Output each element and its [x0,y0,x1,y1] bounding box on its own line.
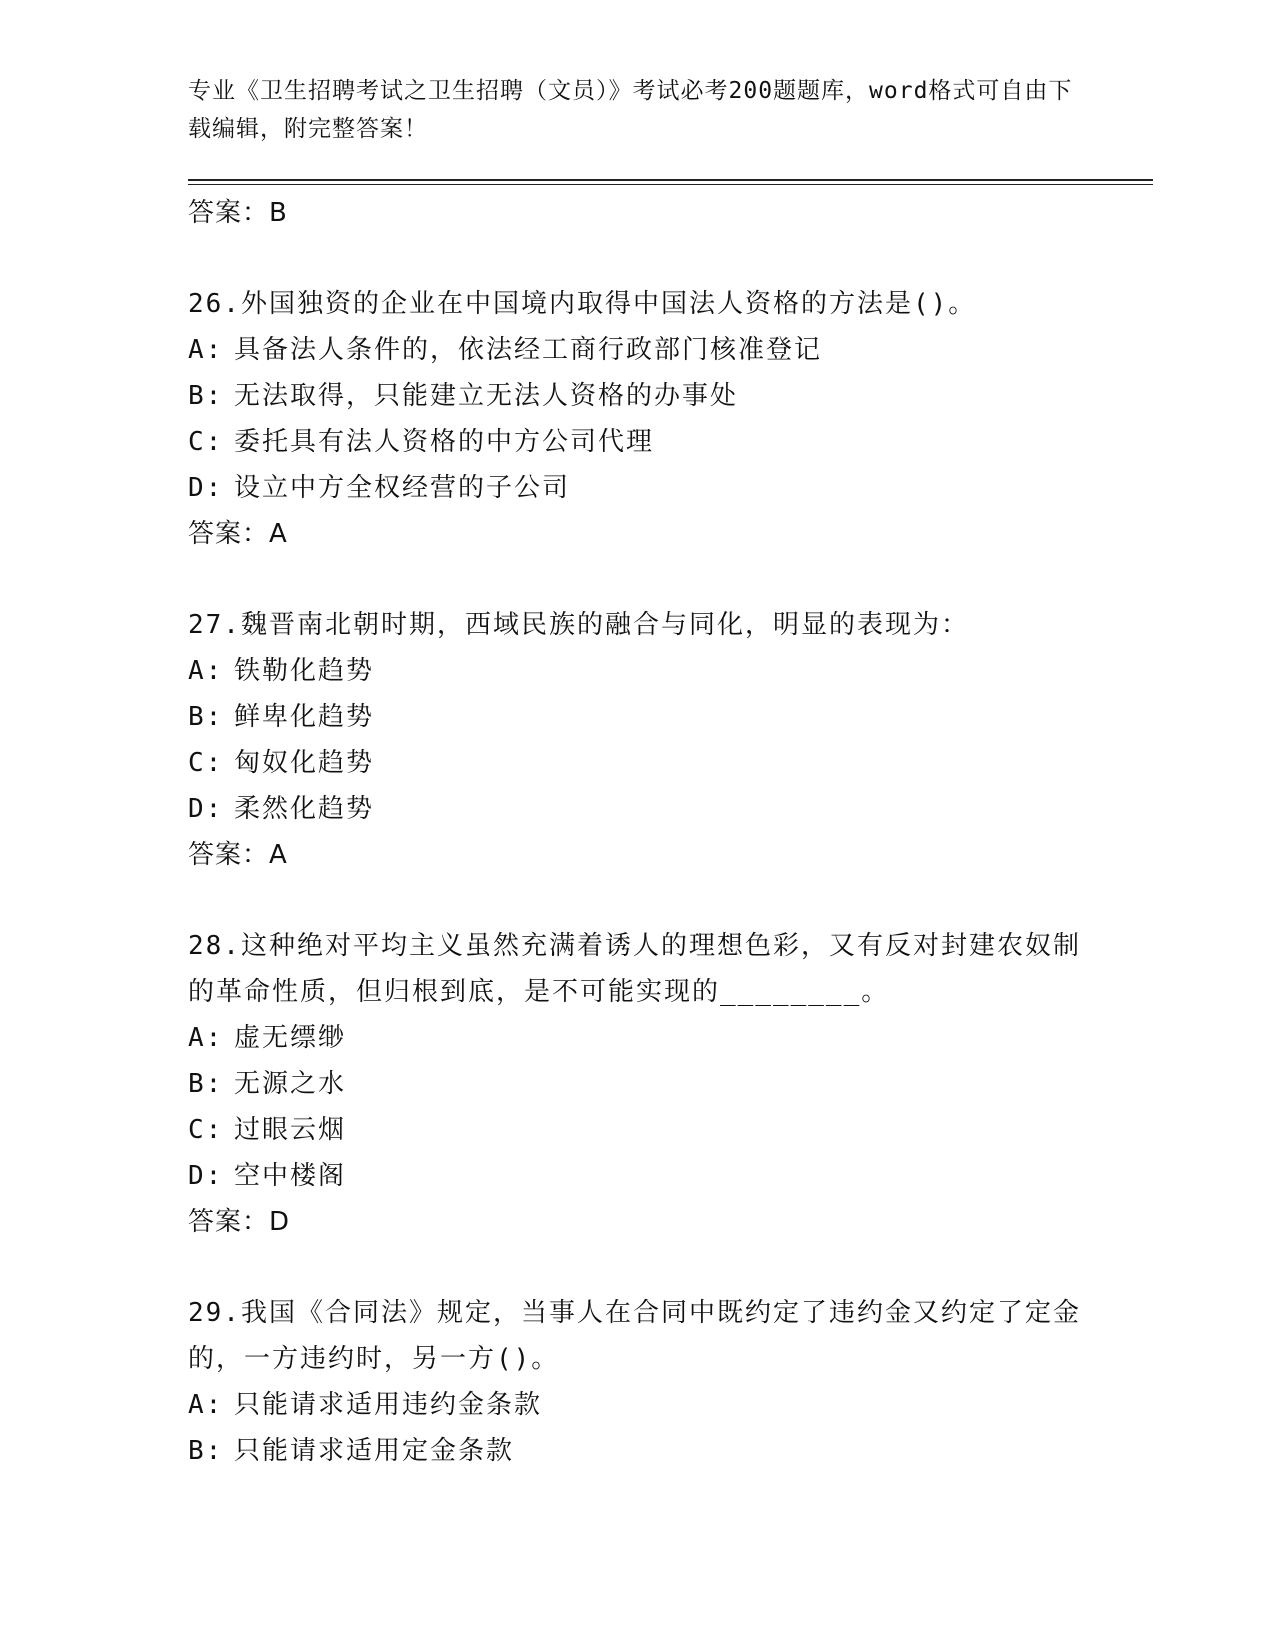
question-29 [188,1290,1088,1474]
option-text: 设立中方全权经营的子公司 [234,473,571,503]
option-text: 柔然化趋势 [234,794,375,824]
option-text: 过眼云烟 [234,1115,347,1145]
option-d [188,1153,1088,1199]
option-key: B: [188,702,224,732]
option-key: B: [188,381,224,411]
question-stem: 26.外国独资的企业在中国境内取得中国法人资格的方法是()。 [188,289,977,319]
option-key: C: [188,748,224,778]
question-26 [188,281,1088,557]
option-key: D: [188,473,224,503]
option-text: 匈奴化趋势 [234,748,375,778]
option-text: 无源之水 [234,1069,347,1099]
question-28 [188,923,1088,1245]
option-b [188,1061,1088,1107]
option-b [188,1428,1088,1474]
option-a [188,648,1088,694]
option-key: B: [188,1436,224,1466]
option-a [188,1382,1088,1428]
option-text: 委托具有法人资格的中方公司代理 [234,427,655,457]
answer: 答案：D [188,1207,291,1237]
question-list [188,188,1088,1474]
header-rule-thick [188,179,1153,181]
option-b [188,373,1088,419]
option-key: D: [188,1161,224,1191]
option-key: B: [188,1069,224,1099]
header-rule-thin [188,184,1153,185]
option-a [188,327,1088,373]
option-text: 虚无缥缈 [234,1023,347,1053]
option-key: D: [188,794,224,824]
option-text: 只能请求适用定金条款 [234,1436,515,1466]
answer: 答案：A [188,519,288,549]
option-c [188,740,1088,786]
option-key: A: [188,1023,224,1053]
question-stem: 28.这种绝对平均主义虽然充满着诱人的理想色彩，又有反对封建农奴制的革命性质，但归根到底，是不可能实现的________。 [188,931,1081,1007]
option-b [188,694,1088,740]
option-text: 只能请求适用违约金条款 [234,1390,543,1420]
option-c [188,1107,1088,1153]
previous-answer: 答案：B [188,198,288,228]
option-text: 铁勒化趋势 [234,656,375,686]
option-key: A: [188,335,224,365]
option-text: 鲜卑化趋势 [234,702,375,732]
question-27 [188,602,1088,878]
option-text: 无法取得，只能建立无法人资格的办事处 [234,381,739,411]
option-c [188,419,1088,465]
option-key: C: [188,1115,224,1145]
option-key: C: [188,427,224,457]
question-stem: 27.魏晋南北朝时期，西域民族的融合与同化，明显的表现为： [188,610,969,640]
option-a [188,1015,1088,1061]
option-d [188,465,1088,511]
page-header: 专业《卫生招聘考试之卫生招聘（文员）》考试必考200题题库，word格式可自由下载编辑，附完整答案！ [188,78,1073,142]
option-key: A: [188,656,224,686]
option-text: 空中楼阁 [234,1161,347,1191]
option-d [188,786,1088,832]
answer: 答案：A [188,840,288,870]
option-key: A: [188,1390,224,1420]
question-stem: 29.我国《合同法》规定，当事人在合同中既约定了违约金又约定了定金的，一方违约时，另一方()。 [188,1298,1081,1374]
option-text: 具备法人条件的，依法经工商行政部门核准登记 [234,335,823,365]
